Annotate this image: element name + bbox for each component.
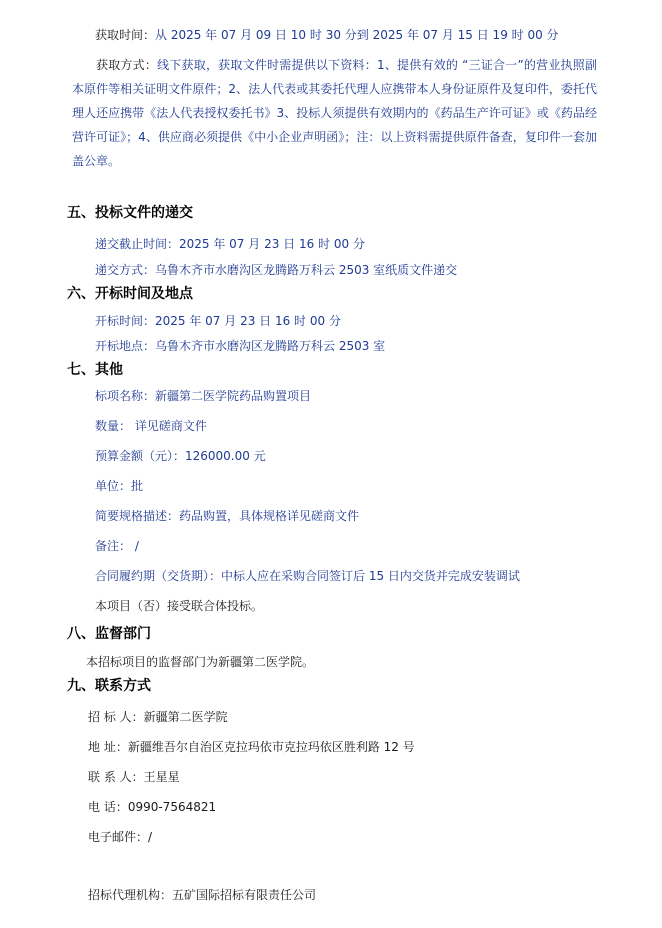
section-7-heading: 七、其他 bbox=[67, 362, 123, 378]
submission-method: 递交方式：乌鲁木齐市水磨沟区龙腾路万科云 2503 室纸质文件递交 bbox=[95, 263, 458, 277]
contact-tenderer: 招 标 人：新疆第二医学院 bbox=[88, 710, 228, 724]
contact-phone: 电 话：0990-7564821 bbox=[88, 800, 217, 814]
section-5-heading: 五、投标文件的递交 bbox=[67, 205, 193, 221]
contact-address: 地 址：新疆维吾尔自治区克拉玛依市克拉玛依区胜利路 12 号 bbox=[88, 740, 415, 754]
section-8-heading: 八、监督部门 bbox=[67, 626, 151, 642]
item-budget: 预算金额（元）：126000.00 元 bbox=[95, 449, 266, 463]
contact-person: 联 系 人：王星星 bbox=[88, 770, 180, 784]
item-spec: 简要规格描述：药品购置，具体规格详见磋商文件 bbox=[95, 509, 360, 523]
item-unit: 单位：批 bbox=[95, 479, 144, 493]
supervision-text: 本招标项目的监督部门为新疆第二医学院。 bbox=[86, 655, 315, 669]
acquire-method-label: 获取方式： bbox=[96, 58, 158, 72]
opening-time: 开标时间：2025 年 07 月 23 日 16 时 00 分 bbox=[95, 314, 341, 328]
item-remark: 备注： / bbox=[95, 539, 139, 553]
item-name: 标项名称：新疆第二医学院药品购置项目 bbox=[95, 389, 312, 403]
agency-line: 招标代理机构：五矿国际招标有限责任公司 bbox=[88, 888, 317, 902]
section-9-heading: 九、联系方式 bbox=[67, 678, 151, 694]
submission-deadline: 递交截止时间：2025 年 07 月 23 日 16 时 00 分 bbox=[95, 237, 365, 251]
opening-place: 开标地点：乌鲁木齐市水磨沟区龙腾路万科云 2503 室 bbox=[95, 339, 386, 353]
acquire-time bbox=[95, 27, 559, 43]
acquire-time-label: 获取时间： bbox=[95, 28, 156, 42]
section-6-heading: 六、开标时间及地点 bbox=[67, 286, 193, 302]
item-delivery: 合同履约期（交货期）：中标人应在采购合同签订后 15 日内交货并完成安装调试 bbox=[95, 569, 520, 583]
acquire-time-value: 从 2025 年 07 月 09 日 10 时 30 分到 2025 年 07 月 15 日 19 时 00 分 bbox=[155, 28, 559, 42]
item-consortium: 本项目（否）接受联合体投标。 bbox=[95, 599, 264, 613]
item-quantity: 数量： 详见磋商文件 bbox=[95, 419, 207, 433]
acquire-method-value: 线下获取，获取文件时需提供以下资料：1、提供有效的 “三证合一”的营业执照副本原件等相关证明文件原件；2、法人代表或其委托代理人应携带本人身份证原件及复印件，委托代理人还应携带《法人代表授权委托书》3、投标人须提供有效期内的《药品生产许可证》或《药品经营许可证》；4、供应商必须提供《中小企业声明函》；注：以上资料需提供原件备查，复印件一套加盖公章。 bbox=[72, 58, 597, 168]
contact-email: 电子邮件：/ bbox=[88, 830, 153, 844]
acquire-method bbox=[72, 53, 597, 173]
